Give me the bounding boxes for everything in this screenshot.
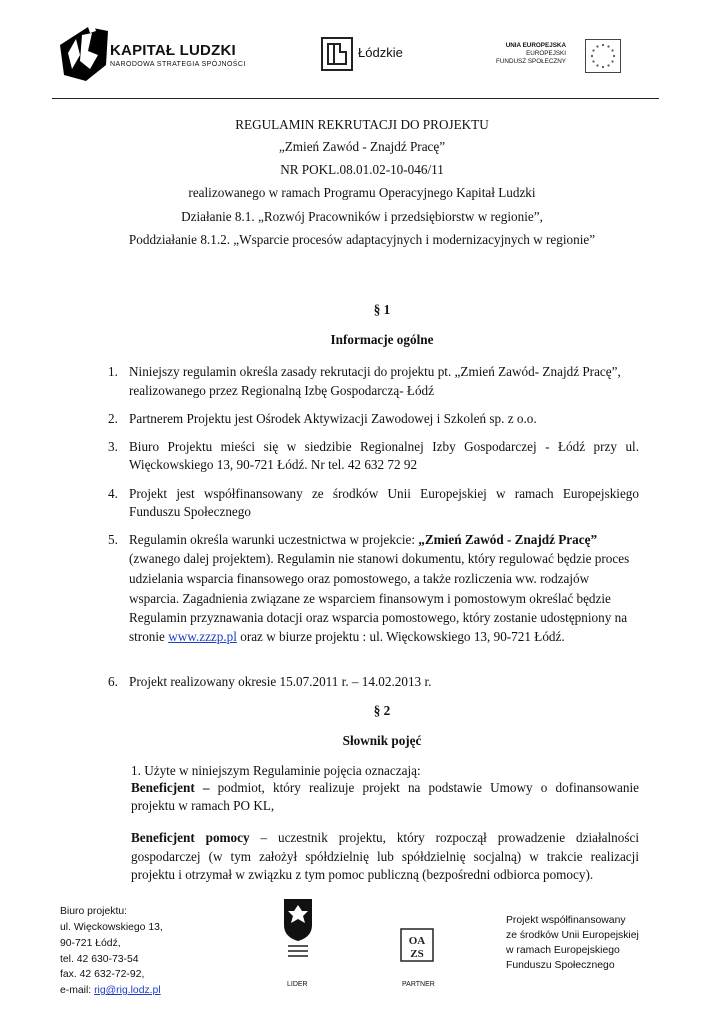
item5-line1-text: Regulamin określa warunki uczestnictwa w projekcie: — [129, 532, 419, 547]
item2-line1: Partnerem Projektu jest Ośrodek Aktywizacji Zawodowej i Szkoleń sp. z o.o. — [129, 411, 537, 426]
definition2-line1 — [131, 830, 639, 846]
program-line: realizowanego w ramach Programu Operacyjnego Kapitał Ludzki — [188, 185, 536, 200]
email-link[interactable]: rig@rig.lodz.pl — [94, 985, 161, 996]
office-phone: tel. 42 630-73-54 — [60, 954, 139, 965]
item6-line1: Projekt realizowany okresie 15.07.2011 r. – 14.02.2013 r. — [129, 674, 432, 689]
item4-line1: Projekt jest współfinansowany ze środków Unii Europejskiej w ramach Europejskiego — [129, 486, 639, 501]
definition1-line2: projektu w ramach PO KL, — [131, 798, 275, 813]
email-label: e-mail: — [60, 985, 95, 996]
section1-number: § 1 — [373, 302, 391, 317]
item5-number: 5. — [108, 532, 118, 547]
item5-line6-post: oraz w biurze projektu : ul. Więckowskiego 13, 90-721 Łódź. — [236, 629, 565, 644]
oazs-logo — [400, 928, 434, 962]
section2-intro: 1. Użyte w niniejszym Regulaminie pojęcia oznaczają: — [131, 763, 421, 778]
eu-flag-icon — [585, 39, 621, 73]
svg-text:ZS: ZS — [410, 948, 424, 960]
fund-line4: Funduszu Społecznego — [506, 960, 615, 971]
definition1-term: Beneficjent – — [131, 780, 210, 795]
eu-label — [478, 42, 566, 66]
item4-number: 4. — [108, 486, 118, 501]
section2-heading: Słownik pojęć — [342, 733, 422, 748]
svg-text:OA: OA — [408, 935, 426, 947]
item5-line4: wsparcia. Zagadnienia związane ze wsparciem finansowym i pomostowym określać będzie — [129, 591, 611, 606]
item2-number: 2. — [108, 411, 118, 426]
item3-number: 3. — [108, 439, 118, 454]
office-heading: Biuro projektu: — [60, 906, 127, 917]
item4-line2: Funduszu Społecznego — [129, 504, 251, 519]
eu-label-line1: UNIA EUROPEJSKA — [505, 42, 566, 49]
item3-line2: Więckowskiego 13, 90-721 Łódź. Nr tel. 42 632 72 92 — [129, 457, 418, 472]
project-name: „Zmień Zawód - Znajdź Pracę” — [278, 139, 446, 154]
office-city: 90-721 Łódź, — [60, 938, 121, 949]
kapital-ludzki-subtitle: NARODOWA STRATEGIA SPÓJNOŚCI — [110, 61, 246, 68]
lodzkie-name: Łódzkie — [358, 45, 403, 60]
doc-title: REGULAMIN REKRUTACJI DO PROJEKTU — [235, 117, 489, 132]
lider-label: LIDER — [287, 981, 308, 988]
definition1-text: podmiot, który realizuje projekt na podstawie Umowy o dofinansowanie — [209, 780, 639, 795]
section1-heading: Informacje ogólne — [330, 332, 434, 347]
eu-label-line2: EUROPEJSKI — [526, 50, 566, 57]
office-street: ul. Więckowskiego 13, — [60, 922, 163, 933]
kapital-ludzki-title: KAPITAŁ LUDZKI — [110, 42, 236, 59]
item1-number: 1. — [108, 364, 118, 379]
item6-number: 6. — [108, 674, 118, 689]
item5-project-name: „Zmień Zawód - Znajdź Pracę” — [418, 532, 598, 547]
item5-line6 — [129, 629, 565, 645]
fund-line3: w ramach Europejskiego — [506, 945, 620, 956]
definition2-line3: projektu i otrzymał w związku z tym pomoc publiczną (bezpośredni odbiorca pomocy). — [131, 867, 594, 882]
section2-number: § 2 — [373, 703, 391, 718]
partner-label: PARTNER — [402, 981, 435, 988]
office-email — [60, 985, 161, 996]
item1-line1: Niniejszy regulamin określa zasady rekrutacji do projektu pt. „Zmień Zawód- Znajdź Pracę”, — [129, 364, 621, 379]
fund-line2: ze środków Unii Europejskiej — [506, 930, 639, 941]
item5-line5: Regulamin przyznawania dotacji oraz wsparcia pomostowego, który zostanie udostępniony na — [129, 610, 628, 625]
item5-line3: udzielania wsparcia finansowego oraz pomostowego, a także rozliczenia ww. rodzajów — [129, 571, 590, 586]
action-line: Działanie 8.1. „Rozwój Pracowników i przedsiębiorstw w regionie”, — [181, 209, 543, 224]
subaction-line: Poddziałanie 8.1.2. „Wsparcie procesów adaptacyjnych i modernizacyjnych w regionie” — [128, 232, 596, 247]
fund-line1: Projekt współfinansowany — [506, 915, 626, 926]
office-fax: fax. 42 632-72-92, — [60, 969, 145, 980]
definition2-line2: gospodarczej (w tym założył spółdzielnię lub spółdzielnię socjalną) w trakcie realizacji — [131, 849, 639, 864]
header-divider — [52, 98, 659, 99]
item5-line6-pre: stronie — [129, 629, 169, 644]
item3-line1: Biuro Projektu mieści się w siedzibie Regionalnej Izby Gospodarczej - Łódź przy ul. — [129, 439, 639, 454]
eu-label-line3: FUNDUSZ SPOŁECZNY — [496, 58, 566, 65]
item5-line2: (zwanego dalej projektem). Regulamin nie stanowi dokumentu, który regulować będzie proces — [129, 551, 630, 566]
definition1-line1 — [131, 780, 639, 796]
project-number: NR POKL.08.01.02-10-046/11 — [280, 162, 444, 177]
website-link[interactable]: www.zzzp.pl — [168, 629, 237, 644]
definition2-term: Beneficjent pomocy — [131, 830, 250, 845]
lider-logo — [280, 895, 316, 965]
item1-line2: realizowanego przez Regionalną Izbę Gospodarczą- Łódź — [129, 383, 434, 398]
definition2-text: – uczestnik projektu, który rozpoczął prowadzenie działalności — [249, 830, 639, 845]
item5-line1 — [129, 532, 597, 548]
